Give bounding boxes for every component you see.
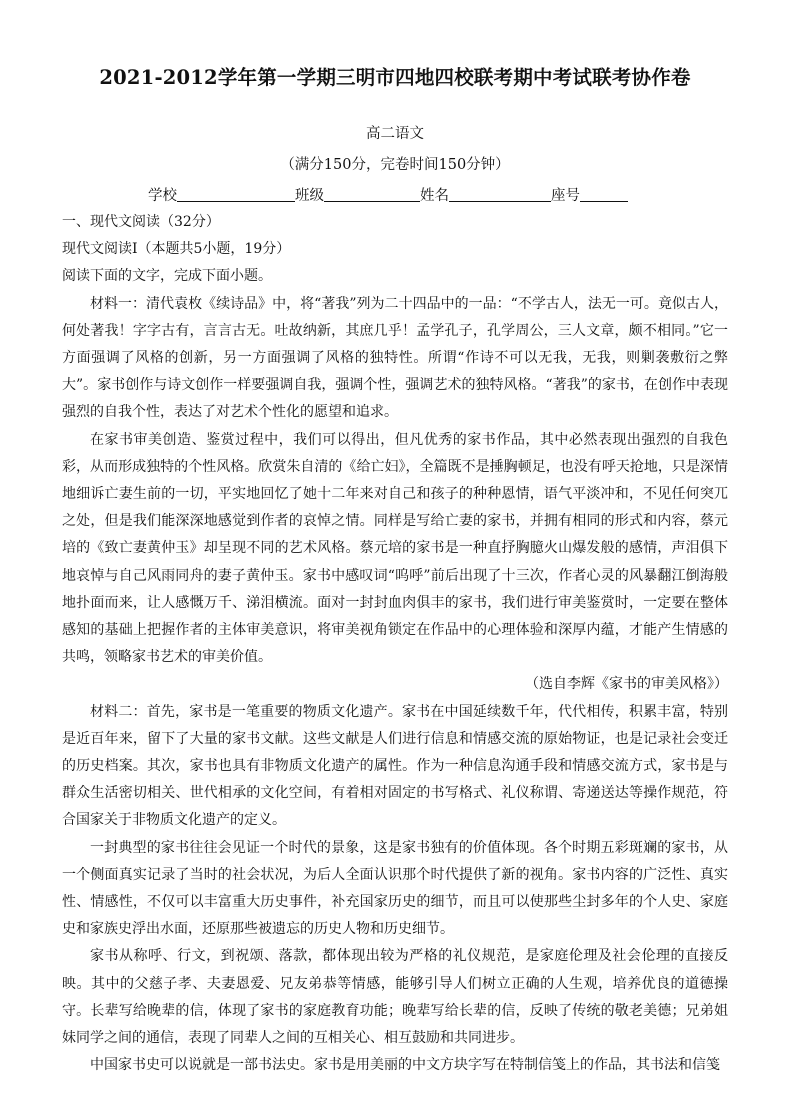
material-two-paragraph-4: 中国家书史可以说就是一部书法史。家书是用美丽的中文方块字写在特制信笺上的作品，其书法和信笺 — [90, 1057, 720, 1074]
material-one-paragraph-2: 在家书审美创造、鉴赏过程中，我们可以得出，但凡优秀的家书作品，其中必然表现出强烈的自我色彩，从而形成独特的个性风格。欣赏朱自清的《给亡妇》，全篇既不是捶胸顿足，也没有呼天抢地，只是深情地细诉亡妻生前的一切，平实地回忆了她十二年来对自己和孩子的种种恩情，语气平淡冲和，不见任何突兀之处，但是我们能深深地感觉到作者的哀悼之情。同样是写给亡妻的家书，并拥有相同的形式和内容，蔡元培的《致亡妻黄仲玉》却呈现不同的艺术风格。蔡元培的家书是一种直抒胸臆火山爆发般的感情，声泪俱下地哀悼与自己风雨同舟的妻子黄仲玉。家书中感叹词“呜呼”前后出现了十三次，作者心灵的风暴翻江倒海般地扑面而来，让人感慨万千、涕泪横流。面对一封封血肉俱丰的家书，我们进行审美鉴赏时，一定要在整体感知的基础上把握作者的主体审美意识，将审美视角锁定在作品中的心理体验和深厚内蕴，才能产生情感的共鸣，领略家书艺术的审美价值。 — [62, 431, 728, 666]
material-one-source: （选自李辉《家书的审美风格》） — [525, 676, 728, 693]
seat-label: 座号 — [551, 188, 580, 204]
material-two-paragraph-2: 一封典型的家书往往会见证一个时代的景象，这是家书独有的价值体现。各个时期五彩斑斓的家书，从一个侧面真实记录了当时的社会状况，为后人全面认识那个时代提供了新的视角。家书内容的广泛性、真实性、情感性，不仅可以丰富重大历史事件，补充国家历史的细节，而且可以使那些尘封多年的个人史、家庭史和家族史浮出水面，还原那些被遗忘的历史人物和历史细节。 — [62, 839, 728, 938]
material-two-paragraph-3: 家书从称呼、行文，到祝颂、落款，都体现出较为严格的礼仪规范，是家庭伦理及社会伦理的直接反映。其中的父慈子孝、夫妻恩爱、兄友弟恭等情感，能够引导人们树立正确的人生观，培养优良的道德操守。长辈写给晚辈的信，体现了家书的家庭教育功能；晚辈写给长辈的信，反映了传统的敬老美德；兄弟姐妹同学之间的通信，表现了同辈人之间的互相关心、相互鼓励和共同进步。 — [62, 948, 728, 1047]
name-label: 姓名 — [420, 188, 449, 204]
sub-heading: 现代文阅读Ⅰ（本题共5小题，19分） — [62, 241, 291, 258]
instruction: 阅读下面的文字，完成下面小题。 — [62, 268, 272, 285]
student-info-line — [148, 184, 628, 205]
school-blank[interactable] — [177, 187, 295, 202]
subject-title: 高二语文 — [366, 126, 424, 142]
material-one-paragraph-1: 材料一：清代袁枚《续诗品》中，将“著我”列为二十四品中的一品：“不学古人，法无一可。竟似古人，何处著我！字字古有，言言古无。吐故纳新，其庶几乎！孟学孔子，孔学周公，三人文章，颇不相同。”它一方面强调了风格的创新，另一方面强调了风格的独特性。所谓“作诗不可以无我，无我，则剿袭敷衍之弊大”。家书创作与诗文创作一样要强调自我，强调个性，强调艺术的独特风格。“著我”的家书，在创作中表现强烈的自我个性，表达了对艺术个性化的愿望和追求。 — [62, 295, 728, 421]
section-heading: 一、现代文阅读（32分） — [62, 214, 220, 230]
school-label: 学校 — [148, 188, 177, 204]
class-label: 班级 — [295, 188, 324, 204]
reading-section — [62, 209, 728, 1080]
name-blank[interactable] — [449, 187, 551, 202]
class-blank[interactable] — [324, 187, 420, 202]
seat-blank[interactable] — [580, 187, 628, 202]
exam-title: 2021-2012学年第一学期三明市四地四校联考期中考试联考协作卷 — [99, 66, 691, 89]
exam-note: （满分150分，完卷时间150分钟） — [280, 157, 510, 173]
material-two-paragraph-1: 材料二：首先，家书是一笔重要的物质文化遗产。家书在中国延续数千年，代代相传，积累丰富，特别是近百年来，留下了大量的家书文献。这些文献是人们进行信息和情感交流的原始物证，也是记录社会变迁的历史档案。其次，家书也具有非物质文化遗产的属性。作为一种信息沟通手段和情感交流方式，家书是与群众生活密切相关、世代相承的文化空间，有着相对固定的书写格式、礼仪称谓、寄递送达等操作规范，符合国家关于非物质文化遗产的定义。 — [62, 703, 728, 829]
